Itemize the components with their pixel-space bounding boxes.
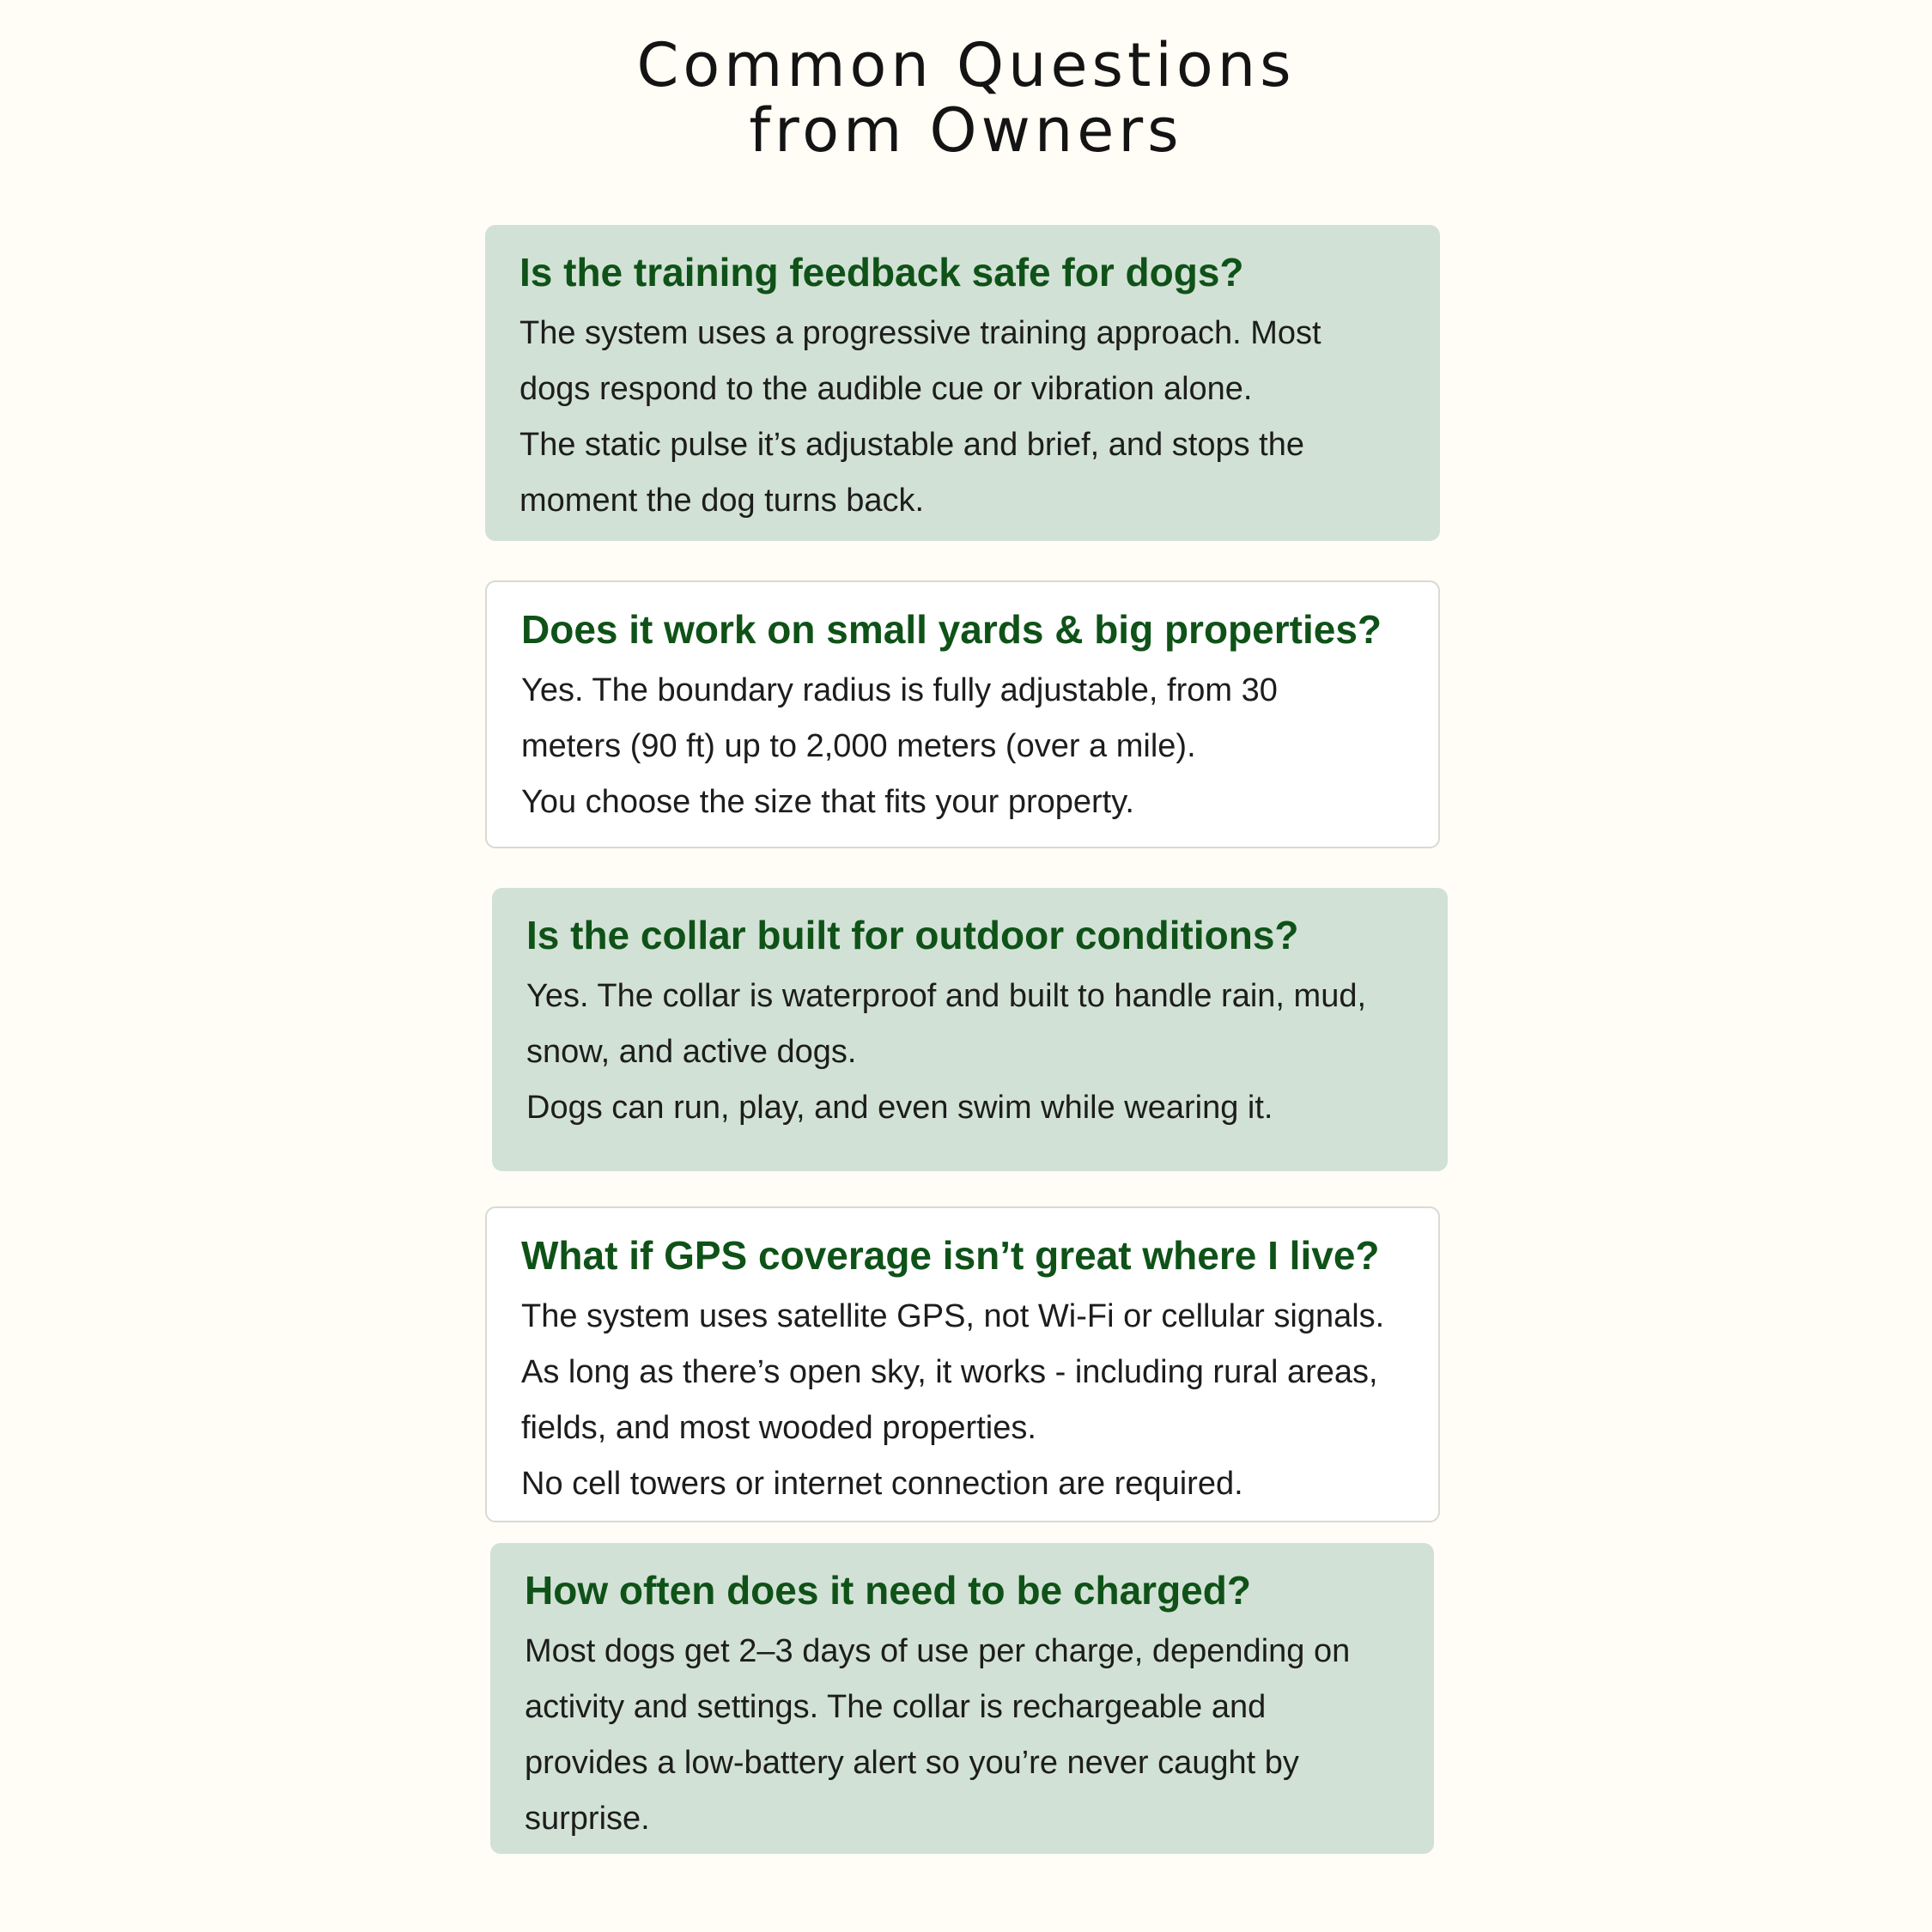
faq-answer-line: The system uses a progressive training approach. Most xyxy=(519,315,1321,351)
faq-answer xyxy=(526,969,1417,1136)
faq-answer-line: fields, and most wooded properties. xyxy=(521,1410,1036,1446)
faq-answer-line: No cell towers or internet connection are required. xyxy=(521,1466,1243,1502)
faq-card-training-safety xyxy=(485,225,1440,541)
faq-answer xyxy=(519,306,1409,529)
faq-answer-line: surprise. xyxy=(525,1801,650,1837)
faq-answer-line: provides a low-battery alert so you’re never caught by xyxy=(525,1745,1299,1781)
faq-answer-line: The system uses satellite GPS, not Wi-Fi or cellular signals. xyxy=(521,1298,1385,1334)
faq-question: How often does it need to be charged? xyxy=(525,1568,1251,1613)
faq-card-charging xyxy=(490,1543,1434,1854)
faq-answer-line: Dogs can run, play, and even swim while wearing it. xyxy=(526,1090,1273,1126)
faq-answer-line: You choose the size that fits your property. xyxy=(521,784,1134,820)
faq-card-property-size xyxy=(485,580,1440,848)
page-title-line-1: Common Questions xyxy=(636,30,1296,100)
faq-answer-line: meters (90 ft) up to 2,000 meters (over a mile). xyxy=(521,728,1196,764)
faq-answer-line: activity and settings. The collar is rechargeable and xyxy=(525,1689,1267,1725)
faq-question: What if GPS coverage isn’t great where I live? xyxy=(521,1233,1380,1278)
faq-answer-line: moment the dog turns back. xyxy=(519,483,925,519)
page-title-line-2: from Owners xyxy=(749,95,1183,166)
faq-answer-line: Most dogs get 2–3 days of use per charge, depending on xyxy=(525,1633,1351,1669)
page-title xyxy=(0,30,1932,166)
faq-question: Is the training feedback safe for dogs? xyxy=(519,250,1244,295)
faq-answer xyxy=(521,663,1407,830)
faq-answer-line: Yes. The boundary radius is fully adjustable, from 30 xyxy=(521,672,1278,708)
faq-answer-line: The static pulse it’s adjustable and brief, and stops the xyxy=(519,427,1304,463)
faq-answer-line: dogs respond to the audible cue or vibration alone. xyxy=(519,371,1253,407)
faq-question: Does it work on small yards & big properties? xyxy=(521,607,1382,652)
faq-answer xyxy=(525,1624,1403,1847)
faq-answer xyxy=(521,1289,1407,1512)
faq-question: Is the collar built for outdoor conditions? xyxy=(526,913,1299,957)
faq-card-outdoor-conditions xyxy=(492,888,1448,1171)
faq-answer-line: snow, and active dogs. xyxy=(526,1034,857,1070)
faq-answer-line: As long as there’s open sky, it works - including rural areas, xyxy=(521,1354,1378,1390)
faq-card-gps-coverage xyxy=(485,1206,1440,1522)
faq-answer-line: Yes. The collar is waterproof and built to handle rain, mud, xyxy=(526,978,1367,1014)
